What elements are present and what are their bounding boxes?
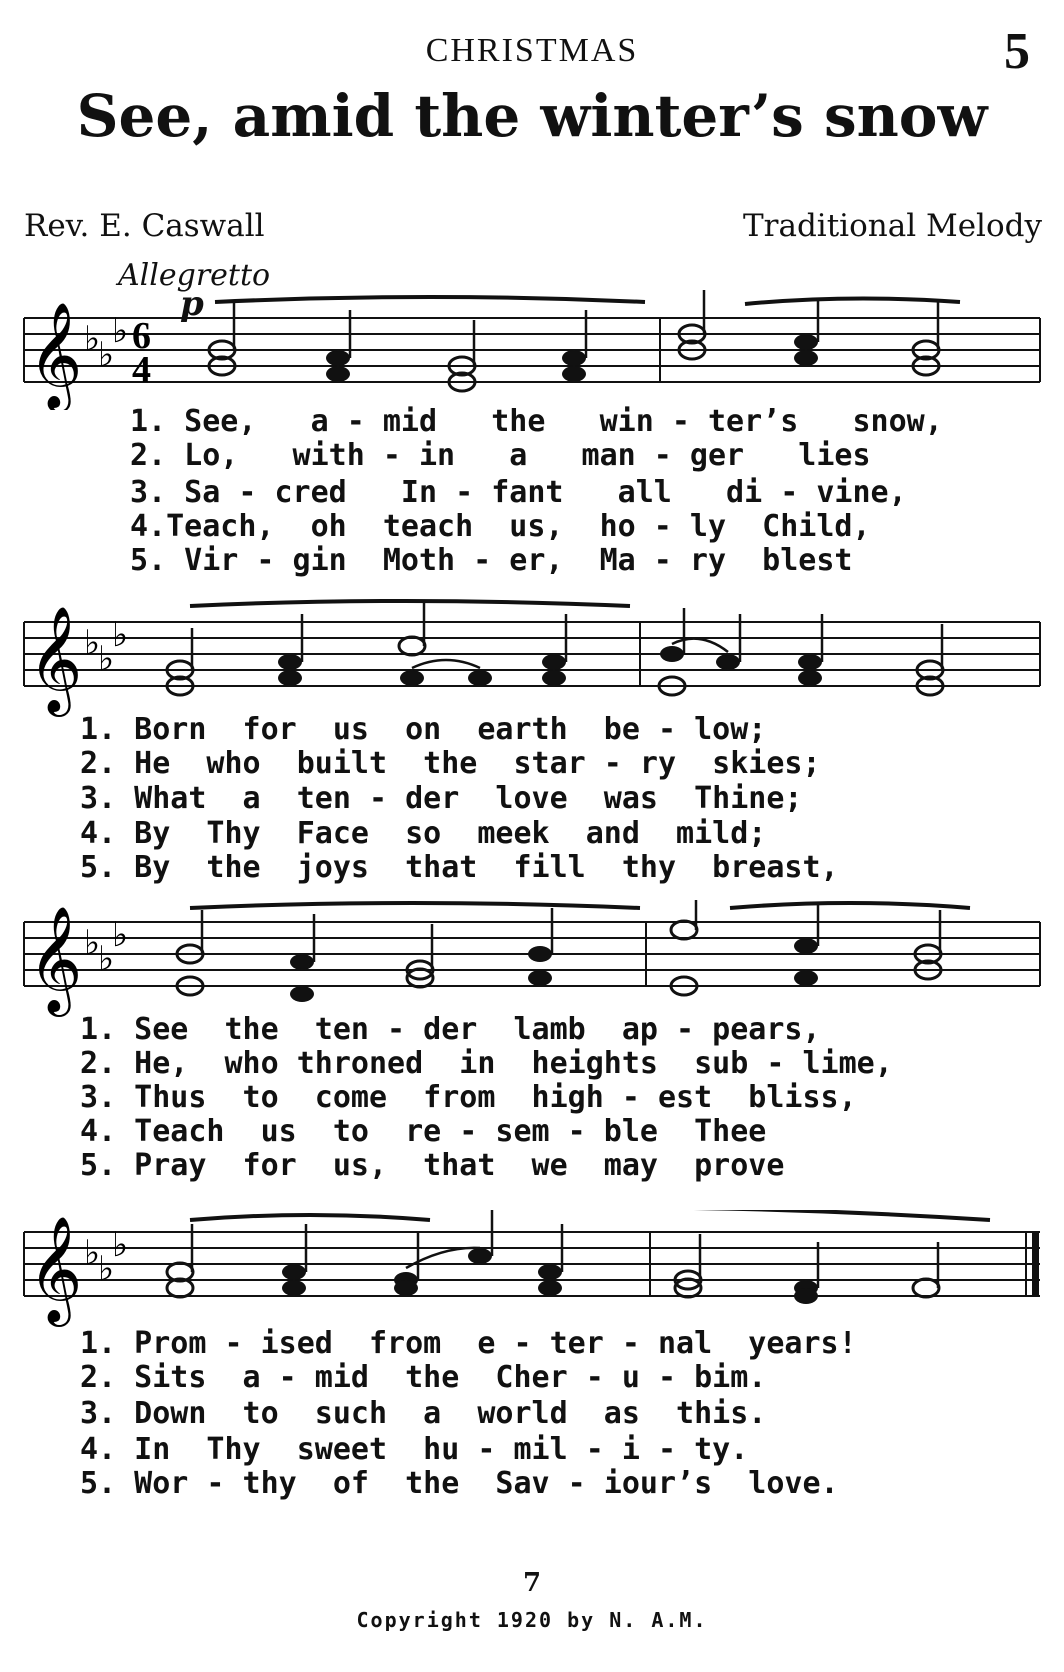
staff-system-3: [0, 900, 1064, 1020]
treble-clef-icon: 𝄞: [28, 301, 83, 408]
svg-text:♭: ♭: [112, 311, 129, 351]
lyric-line: 2. He who built the star - ry skies;: [80, 746, 821, 781]
lyric-line: 2. Lo, with - in a man - ger lies: [130, 438, 871, 473]
lyric-line: 3. Sa - cred In - fant all di - vine,: [130, 475, 907, 510]
lyric-line: 5. By the joys that fill thy breast,: [80, 850, 839, 885]
lyric-line: 5. Wor - thy of the Sav - iour’s love.: [80, 1466, 839, 1501]
svg-text:♭: ♭: [98, 1249, 115, 1289]
lyric-line: 4. By Thy Face so meek and mild;: [80, 816, 767, 851]
lyric-line: 1. See, a - mid the win - ter’s snow,: [130, 404, 943, 439]
treble-clef-icon: 𝄞: [28, 905, 83, 1012]
lyric-line: 5. Vir - gin Moth - er, Ma - ry blest: [130, 543, 853, 578]
svg-text:♭: ♭: [84, 319, 101, 359]
svg-text:♭: ♭: [84, 1233, 101, 1273]
treble-clef-icon: 𝄞: [28, 605, 83, 712]
lyric-line: 4.Teach, oh teach us, ho - ly Child,: [130, 509, 871, 544]
svg-text:♭: ♭: [112, 1225, 129, 1265]
hymn-title: See, amid the winter’s snow: [76, 82, 988, 150]
staff-system-4: [0, 1210, 1064, 1330]
staff-system-1: [0, 290, 1064, 410]
svg-text:♭: ♭: [98, 639, 115, 679]
lyric-line: 1. Prom - ised from e - ter - nal years!: [80, 1326, 857, 1361]
lyric-line: 5. Pray for us, that we may prove: [80, 1148, 785, 1183]
page-number: 7: [522, 1568, 542, 1598]
lyric-line: 1. Born for us on earth be - low;: [80, 712, 767, 747]
staff-system-2: [0, 598, 1064, 718]
lyric-line: 2. He, who throned in heights sub - lime,: [80, 1046, 893, 1081]
svg-text:♭: ♭: [84, 923, 101, 963]
hymn-number: 5: [1004, 23, 1030, 80]
lyric-line: 2. Sits a - mid the Cher - u - bim.: [80, 1360, 767, 1395]
category-heading: CHRISTMAS: [425, 32, 639, 69]
lyric-line: 4. In Thy sweet hu - mil - i - ty.: [80, 1432, 749, 1467]
lyric-line: 3. What a ten - der love was Thine;: [80, 781, 803, 816]
lyricist: Rev. E. Caswall: [24, 208, 265, 244]
dynamic-marking: p: [180, 284, 204, 324]
copyright-notice: Copyright 1920 by N. A.M.: [356, 1608, 708, 1632]
svg-text:♭: ♭: [98, 335, 115, 375]
svg-text:♭: ♭: [98, 939, 115, 979]
lyric-line: 1. See the ten - der lamb ap - pears,: [80, 1012, 821, 1047]
svg-text:♭: ♭: [84, 623, 101, 663]
composer: Traditional Melody: [742, 208, 1042, 244]
svg-text:♭: ♭: [112, 615, 129, 655]
lyric-line: 3. Thus to come from high - est bliss,: [80, 1080, 857, 1115]
tempo-marking: Allegretto: [118, 258, 271, 293]
treble-clef-icon: 𝄞: [28, 1215, 83, 1322]
svg-text:♭: ♭: [112, 915, 129, 955]
lyric-line: 3. Down to such a world as this.: [80, 1396, 767, 1431]
svg-text:4: 4: [132, 349, 151, 391]
svg-text:6: 6: [132, 315, 151, 357]
lyric-line: 4. Teach us to re - sem - ble Thee: [80, 1114, 767, 1149]
